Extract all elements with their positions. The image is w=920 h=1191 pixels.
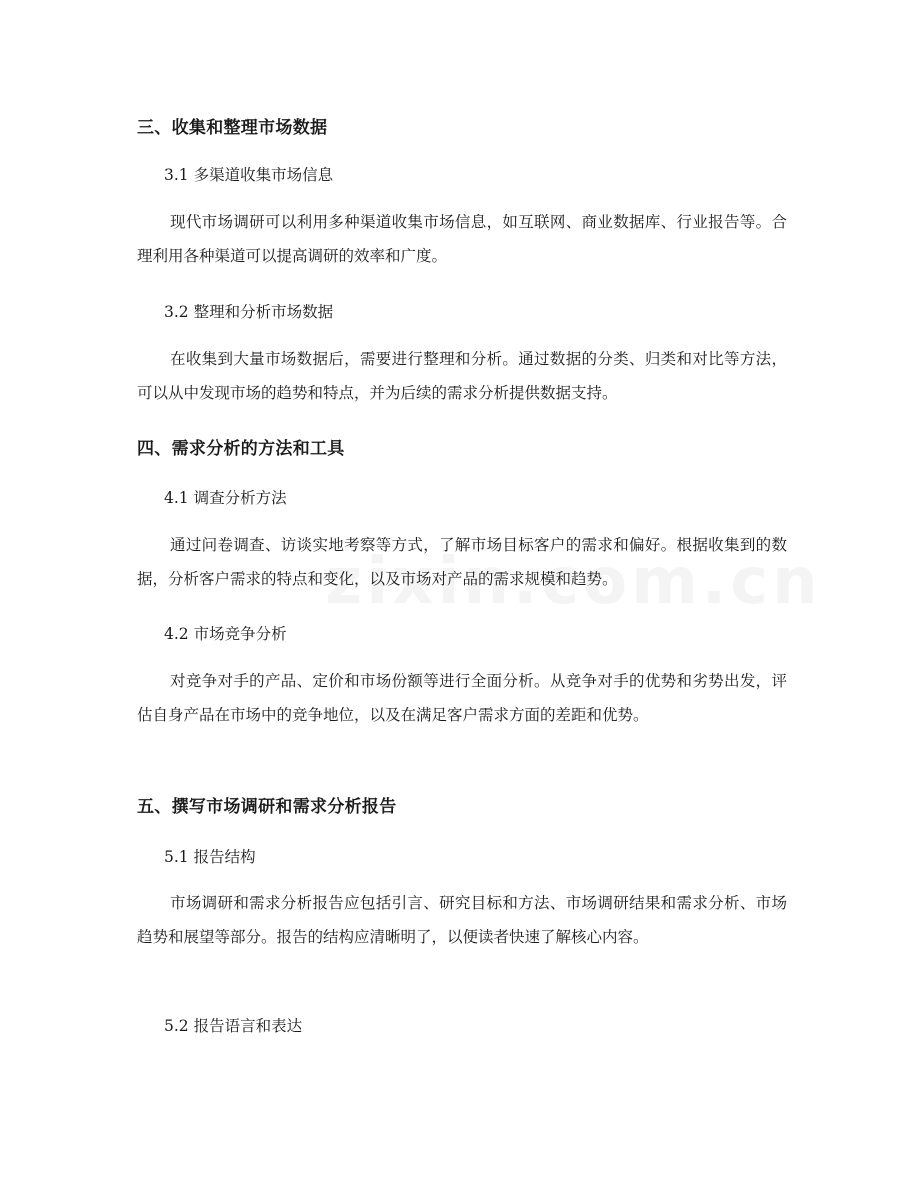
- paragraph-3-2: 在收集到大量市场数据后，需要进行整理和分析。通过数据的分类、归类和对比等方法，可以从中发现市场的趋势和特点，并为后续的需求分析提供数据支持。: [137, 350, 787, 402]
- subsection-title-5-1: 5.1 报告结构: [164, 848, 256, 866]
- paragraph-5-1: 市场调研和需求分析报告应包括引言、研究目标和方法、市场调研结果和需求分析、市场趋势和展望等部分。报告的结构应清晰明了，以便读者快速了解核心内容。: [137, 894, 787, 946]
- paragraph-4-2: 对竞争对手的产品、定价和市场份额等进行全面分析。从竞争对手的优势和劣势出发，评估自身产品在市场中的竞争地位，以及在满足客户需求方面的差距和优势。: [137, 672, 787, 724]
- paragraph-3-1: 现代市场调研可以利用多种渠道收集市场信息，如互联网、商业数据库、行业报告等。合理利用各种渠道可以提高调研的效率和广度。: [137, 213, 787, 265]
- subsection-title-4-1: 4.1 调查分析方法: [164, 489, 287, 507]
- subsection-title-3-1: 3.1 多渠道收集市场信息: [164, 166, 334, 184]
- paragraph-4-1: 通过问卷调查、访谈实地考察等方式，了解市场目标客户的需求和偏好。根据收集到的数据，分析客户需求的特点和变化，以及市场对产品的需求规模和趋势。: [137, 536, 787, 588]
- section-heading-5: 五、撰写市场调研和需求分析报告: [137, 797, 397, 817]
- section-heading-4: 四、需求分析的方法和工具: [137, 439, 345, 459]
- subsection-title-4-2: 4.2 市场竞争分析: [164, 625, 287, 643]
- section-heading-3: 三、收集和整理市场数据: [137, 118, 328, 138]
- subsection-title-5-2: 5.2 报告语言和表达: [164, 1017, 303, 1035]
- subsection-title-3-2: 3.2 整理和分析市场数据: [164, 303, 334, 321]
